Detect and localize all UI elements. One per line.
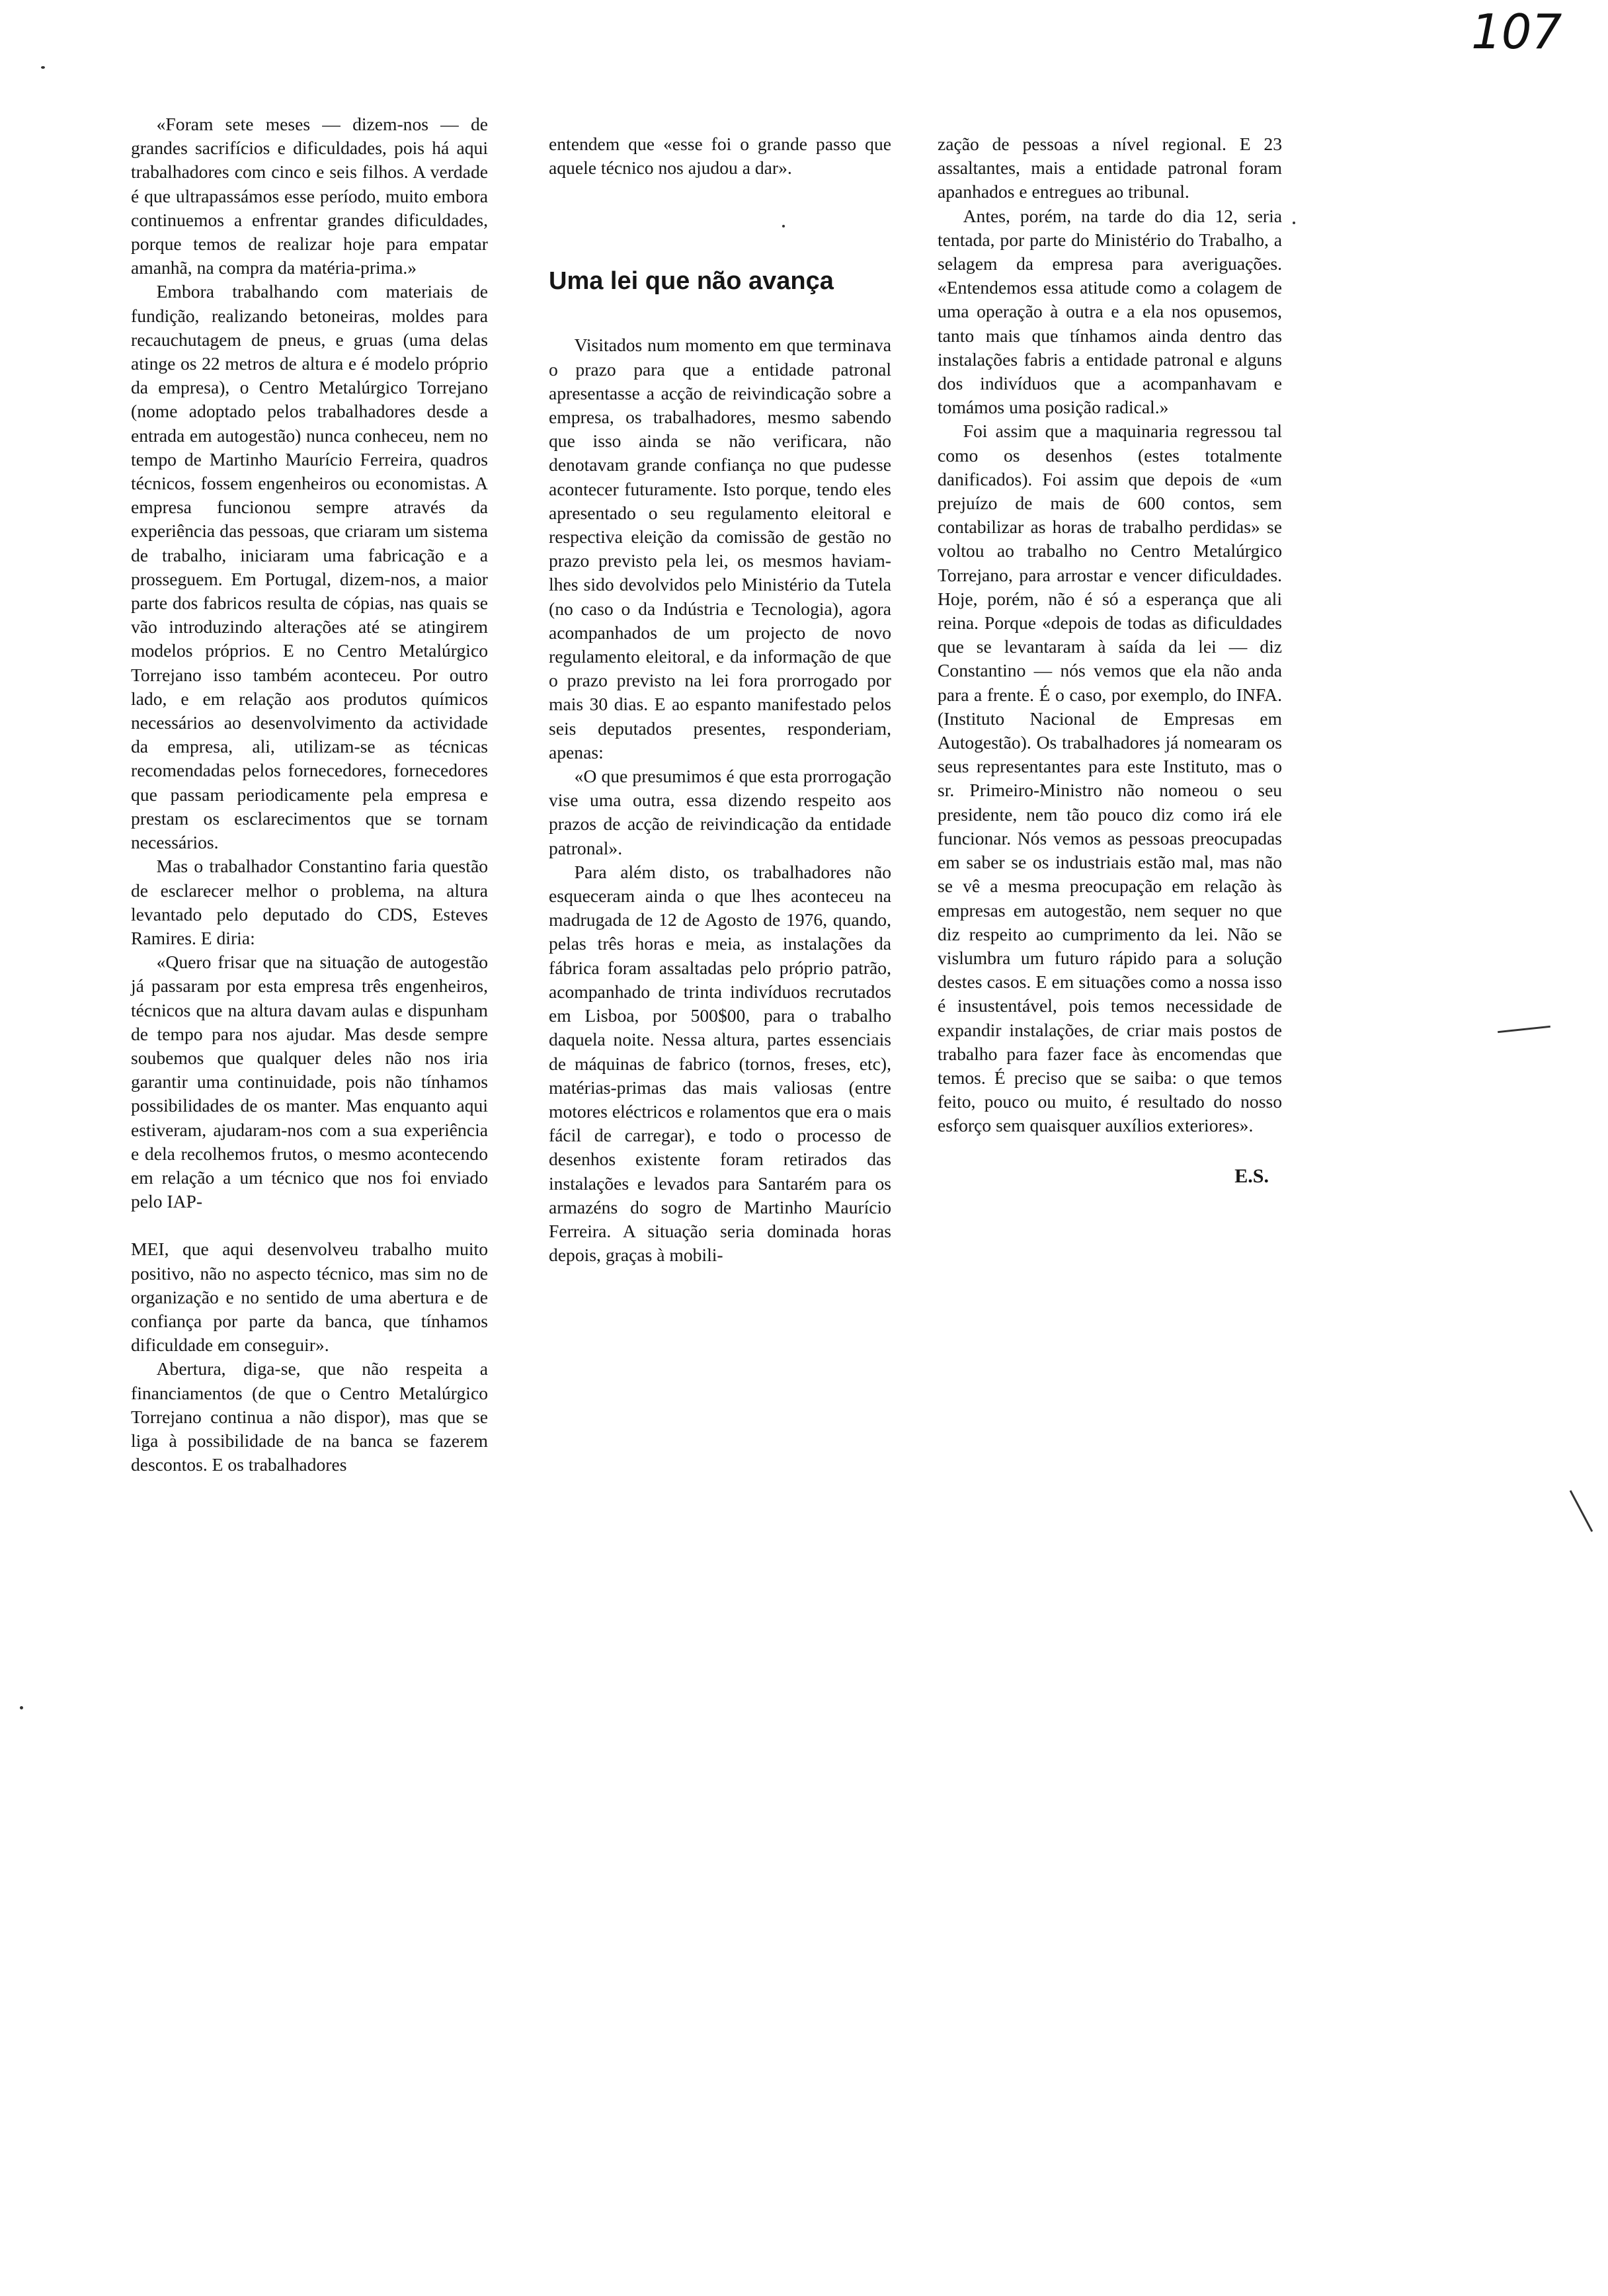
paragraph: Visitados num momento em que terminava o prazo para que a entidade patronal apresentasse a acção de reivindicação sobre a empresa, os trabalhadores, mesmo sabendo que isso ainda se não verificara, não denotavam grande confiança no que pudesse acontecer futuramente. Isto porque, tendo eles apresentado o seu regulamento eleitoral e respectiva eleição da comissão de gestão no prazo previsto pela lei, os mesmos haviam-lhes sido devolvidos pelo Ministério da Tutela (no caso o da Indústria e Tecnologia), agora acompanhados de um projecto de novo regulamento eleitoral, e da informação de que o prazo previsto na lei fora prorrogado por mais 30 dias. E ao espanto manifestado pelos seis deputados presentes, responderiam, apenas: — [549, 335, 891, 762]
page-number: 107 — [1471, 4, 1562, 60]
paragraph-continuation: entendem que «esse foi o grande passo que aquele técnico nos ajudou a dar». — [549, 134, 891, 179]
scan-speck — [782, 225, 785, 227]
article-column-2 — [549, 132, 891, 1267]
section-heading: Uma lei que não avança — [549, 267, 834, 296]
paragraph: «Quero frisar que na situação de autogestão já passaram por esta empresa três engenheiros, técnicos que na altura davam aulas e dispunham de tempo para nos ajudar. Mas desde sempre soubemos que qualquer deles não nos iria garantir uma continuidade, pois não tínhamos possibilidades de os manter. Mas enquanto aqui estiveram, ajudaram-nos com a sua experiência e dela recolhemos frutos, o mesmo acontecendo em relação a um técnico que nos foi enviado pelo IAP- — [131, 952, 488, 1212]
paragraph: Foi assim que a maquinaria regressou tal como os desenhos (estes totalmente danificados). Foi assim que depois de «um prejuízo de mais de 600 contos, sem contabilizar as horas de trabalho perdidas» se voltou ao trabalho no Centro Metalúrgico Torrejano, para arrostar e vencer dificuldades. Hoje, porém, não é só a esperança que ali reina. Porque «depois de todas as dificuldades que se levantaram à saída da lei — diz Constantino — nós vemos que ela não anda para a frente. É o caso, por exemplo, do INFA. (Instituto Nacional de Empresas em Autogestão). Os trabalhadores já nomearam os seus representantes para este Instituto, mas o sr. Primeiro-Ministro não nomeou o seu presidente, nem tão pouco diz como irá ele funcionar. Nós vemos as pessoas preocupadas em saber se os industriais estão mal, mas não se vê a mesma preocupação em relação às empresas em autogestão, nem sequer no que diz respeito ao cumprimento da lei. Não se vislumbra um futuro rápido para a solução destes casos. E em situações como a nossa isso é insustentável, pois temos necessidade de expandir instalações, de criar mais postos de trabalho para fazer face às encomendas que temos. É preciso que se saiba: o que temos feito, pouco ou muito, é resultado do nosso esforço sem quaisquer auxílios exteriores». — [938, 421, 1282, 1136]
scan-speck — [41, 66, 45, 69]
article-column-1 — [131, 112, 488, 1477]
scan-artifact-mark — [1570, 1490, 1593, 1532]
heading-spacer — [549, 180, 891, 266]
paragraph: Embora trabalhando com materiais de fundição, realizando betoneiras, moldes para recauchutagem de pneus, e gruas (uma delas atinge os 22 metros de altura e é modelo próprio da empresa), o Centro Metalúrgico Torrejano (nome adoptado pelos trabalhadores desde a entrada em autogestão) nunca conheceu, nem no tempo de Martinho Maurício Ferreira, quadros técnicos, fossem engenheiros ou economistas. A empresa funcionou sempre através da experiência das pessoas, que criaram um sistema de trabalho, iniciaram uma fabricação e a prosseguem. Em Portugal, dizem-nos, a maior parte dos fabricos resulta de cópias, nas quais se vão introduzindo alterações até se atingirem modelos próprios. E no Centro Metalúrgico Torrejano isso também aconteceu. Por outro lado, e em relação aos produtos químicos necessários ao desenvolvimento da actividade da empresa, ali, utilizam-se as técnicas recomendadas pelos fornecedores, fornecedores que passam periodicamente pela empresa e prestam os esclarecimentos que se tornam necessários. — [131, 281, 488, 853]
paragraph: Mas o trabalhador Constantino faria questão de esclarecer melhor o problema, na altura levantado pelo deputado do CDS, Esteves Ramires. E diria: — [131, 856, 488, 948]
author-signature: E.S. — [1234, 1165, 1269, 1187]
paragraph: Abertura, diga-se, que não respeita a financiamentos (de que o Centro Metalúrgico Torrejano continua a não dispor), mas que se liga à possibilidade de na banca se fazerem descontos. E os trabalhadores — [131, 1358, 488, 1475]
paragraph: MEI, que aqui desenvolveu trabalho muito positivo, não no aspecto técnico, mas sim no de organização e no sentido de uma abertura e de confiança por parte da banca, que tínhamos dificuldade em conseguir». — [131, 1239, 488, 1356]
paragraph: «Foram sete meses — dizem-nos — de grandes sacrifícios e dificuldades, pois há aqui trabalhadores com cinco e seis filhos. A verdade é que ultrapassámos esse período, muito embora continuemos a enfrentar grandes dificuldades, porque temos de realizar hoje para empatar amanhã, na compra da matéria-prima.» — [131, 114, 488, 278]
paragraph-continuation: zação de pessoas a nível regional. E 23 assaltantes, mais a entidade patronal foram apanhados e entregues ao tribunal. — [938, 134, 1282, 202]
column-gap — [131, 1213, 488, 1237]
scan-speck — [20, 1706, 23, 1709]
paragraph: Para além disto, os trabalhadores não esqueceram ainda o que lhes aconteceu na madrugada de 12 de Agosto de 1976, quando, pelas três horas e meia, as instalações da fábrica foram assaltadas pelo próprio patrão, acompanhado de trinta indivíduos recrutados em Lisboa, por 500$00, para o trabalho daquela noite. Nessa altura, partes essenciais de máquinas de fabrico (tornos, freses, etc), matérias-primas das mais valiosas (entre motores eléctricos e rolamentos que era o mais fácil de carregar), e todo o processo de desenhos existente foram retirados das instalações e levados para Santarém para os armazéns do sogro de Martinho Maurício Ferreira. A situação seria dominada horas depois, graças à mobili- — [549, 861, 891, 1266]
article-column-3 — [938, 132, 1282, 1188]
paragraph: Antes, porém, na tarde do dia 12, seria tentada, por parte do Ministério do Trabalho, a selagem da empresa para averiguações. «Entendemos essa atitude como a colagem de uma operação à outra e a ela nos opusemos, tanto mais que tínhamos ainda dentro das instalações fabris a entidade patronal e alguns dos indivíduos que a acompanhavam e tomámos uma posição radical.» — [938, 205, 1282, 418]
scan-artifact-mark — [1498, 1026, 1550, 1033]
paragraph: «O que presumimos é que esta prorrogação vise uma outra, essa dizendo respeito aos prazos de acção de reivindicação da entidade patronal». — [549, 766, 891, 858]
scan-speck — [1293, 222, 1295, 224]
